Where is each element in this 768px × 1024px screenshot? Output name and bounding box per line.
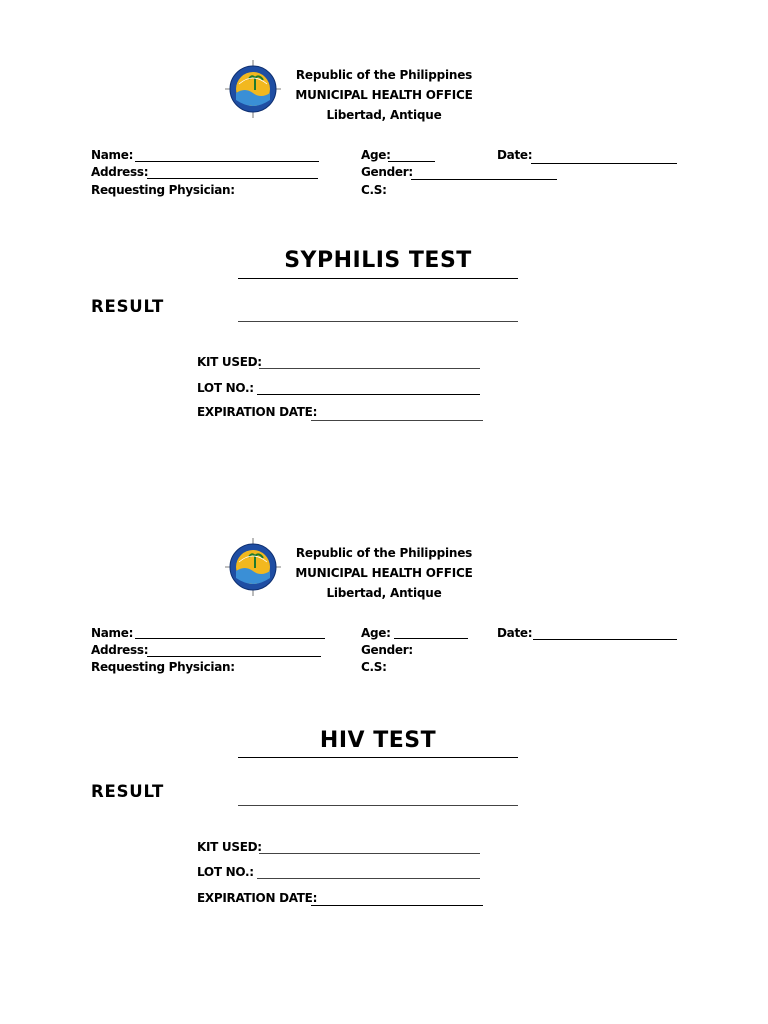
address-field[interactable] [147, 656, 321, 657]
date-field[interactable] [531, 163, 677, 164]
header-location: Libertad, Antique [326, 586, 442, 600]
title-underline [238, 278, 518, 279]
header-office: MUNICIPAL HEALTH OFFICE [295, 88, 473, 102]
physician-label: Requesting Physician: [91, 183, 235, 197]
title-underline [238, 757, 518, 758]
lot-no-field[interactable] [257, 394, 480, 395]
header-country: Republic of the Philippines [295, 546, 473, 560]
name-label: Name: [91, 626, 134, 640]
lot-no-field[interactable] [257, 878, 480, 879]
gender-field[interactable] [411, 179, 557, 180]
expiration-field[interactable] [311, 905, 483, 906]
syphilis-test-form [0, 0, 768, 470]
lot-no-label: LOT NO.: [197, 865, 254, 879]
date-field[interactable] [533, 639, 677, 640]
address-label: Address: [91, 165, 149, 179]
hiv-test-form [0, 478, 768, 948]
kit-used-label: KIT USED: [197, 840, 262, 854]
test-title: HIV TEST [319, 728, 437, 753]
expiration-label: EXPIRATION DATE: [197, 891, 318, 905]
municipal-seal-icon [225, 538, 281, 596]
age-label: Age: [361, 148, 391, 162]
name-field[interactable] [135, 161, 319, 162]
result-field[interactable] [238, 805, 518, 806]
address-label: Address: [91, 643, 149, 657]
date-label: Date: [497, 148, 533, 162]
age-field[interactable] [394, 638, 468, 639]
date-label: Date: [497, 626, 533, 640]
age-field[interactable] [388, 161, 435, 162]
age-label: Age: [361, 626, 391, 640]
physician-label: Requesting Physician: [91, 660, 235, 674]
result-label: RESULT [91, 782, 165, 801]
result-label: RESULT [91, 297, 165, 316]
expiration-label: EXPIRATION DATE: [197, 405, 318, 419]
name-label: Name: [91, 148, 134, 162]
cs-label: C.S: [361, 183, 387, 197]
gender-label: Gender: [361, 165, 413, 179]
lot-no-label: LOT NO.: [197, 381, 254, 395]
kit-used-label: KIT USED: [197, 355, 262, 369]
kit-used-field[interactable] [259, 853, 480, 854]
result-field[interactable] [238, 321, 518, 322]
expiration-field[interactable] [311, 420, 483, 421]
municipal-seal-icon [225, 60, 281, 118]
gender-label: Gender: [361, 643, 413, 657]
header-country: Republic of the Philippines [295, 68, 473, 82]
test-title: SYPHILIS TEST [284, 248, 472, 273]
cs-label: C.S: [361, 660, 387, 674]
header-office: MUNICIPAL HEALTH OFFICE [295, 566, 473, 580]
name-field[interactable] [135, 638, 325, 639]
header-location: Libertad, Antique [326, 108, 442, 122]
kit-used-field[interactable] [259, 368, 480, 369]
address-field[interactable] [147, 178, 318, 179]
